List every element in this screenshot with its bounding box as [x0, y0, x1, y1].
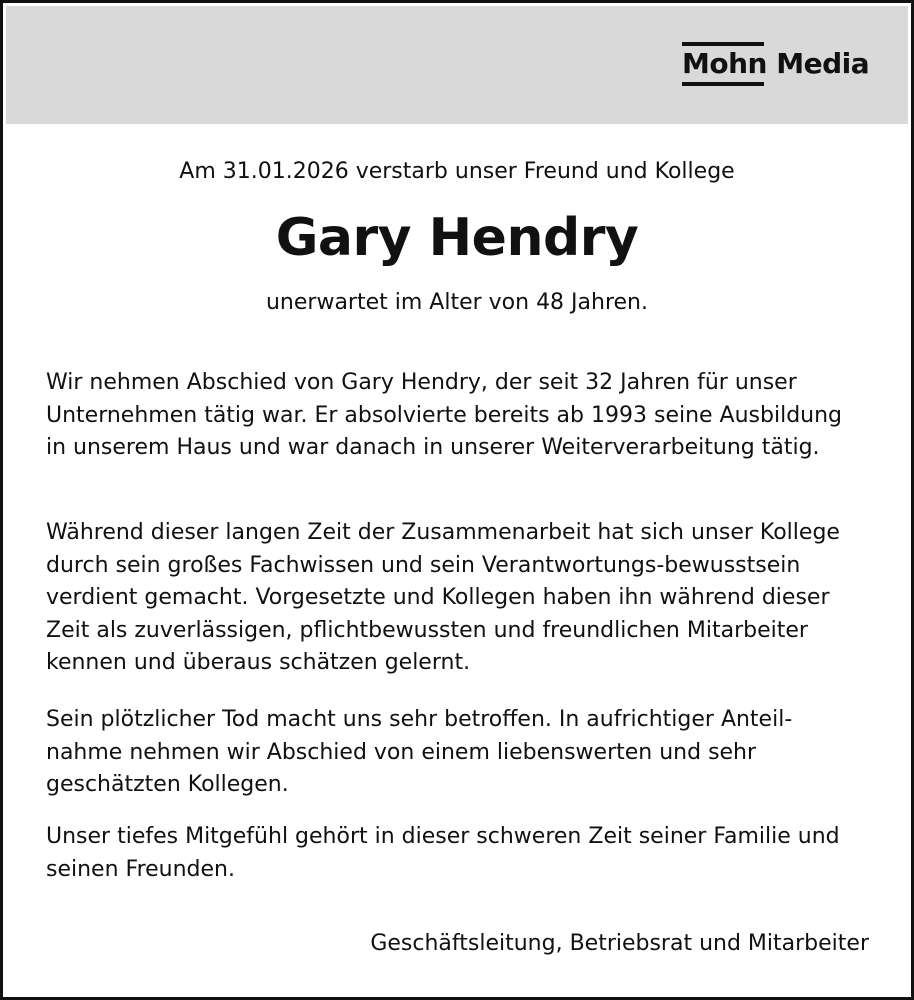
logo-bar-bottom [682, 82, 764, 86]
mohn-media-logo [682, 42, 870, 86]
notice-content [6, 124, 908, 994]
paragraph-condolence: Unser tiefes Mitgefühl gehört in dieser schweren Zeit seiner Familie und seinen Freunden. [46, 824, 840, 882]
logo-text: Mohn Media [682, 47, 870, 80]
intro-line: Am 31.01.2026 verstarb unser Freund und Kollege [179, 159, 735, 184]
paragraph-sympathy: Sein plötzlicher Tod macht uns sehr betroffen. In aufrichtiger Anteil-nahme nehmen wir Abschied von einem liebenswerten und sehr geschätzten Kollegen. [46, 707, 793, 797]
age-line: unerwartet im Alter von 48 Jahren. [265, 290, 648, 315]
paragraph-farewell: Wir nehmen Abschied von Gary Hendry, der seit 32 Jahren für unser Unternehmen tätig war. Er absolvierte bereits ab 1993 seine Ausbildung in unserem Haus und war danach in unserer Weiterverarbeitung tätig. [46, 370, 843, 460]
signature: Geschäftsleitung, Betriebsrat und Mitarbeiter [370, 931, 869, 956]
header-band [6, 6, 908, 124]
paragraph-career: Während dieser langen Zeit der Zusammenarbeit hat sich unser Kollege durch sein großes Fachwissen und sein Verantwortungs-bewusstsein verdient gemacht. Vorgesetzte und Kollegen haben ihn während dieser Zeit als zuverlässigen, pflichtbewussten und freundlichen Mitarbeiter kennen und überaus schätzen gelernt. [46, 520, 840, 675]
deceased-name: Gary Hendry [275, 208, 639, 268]
